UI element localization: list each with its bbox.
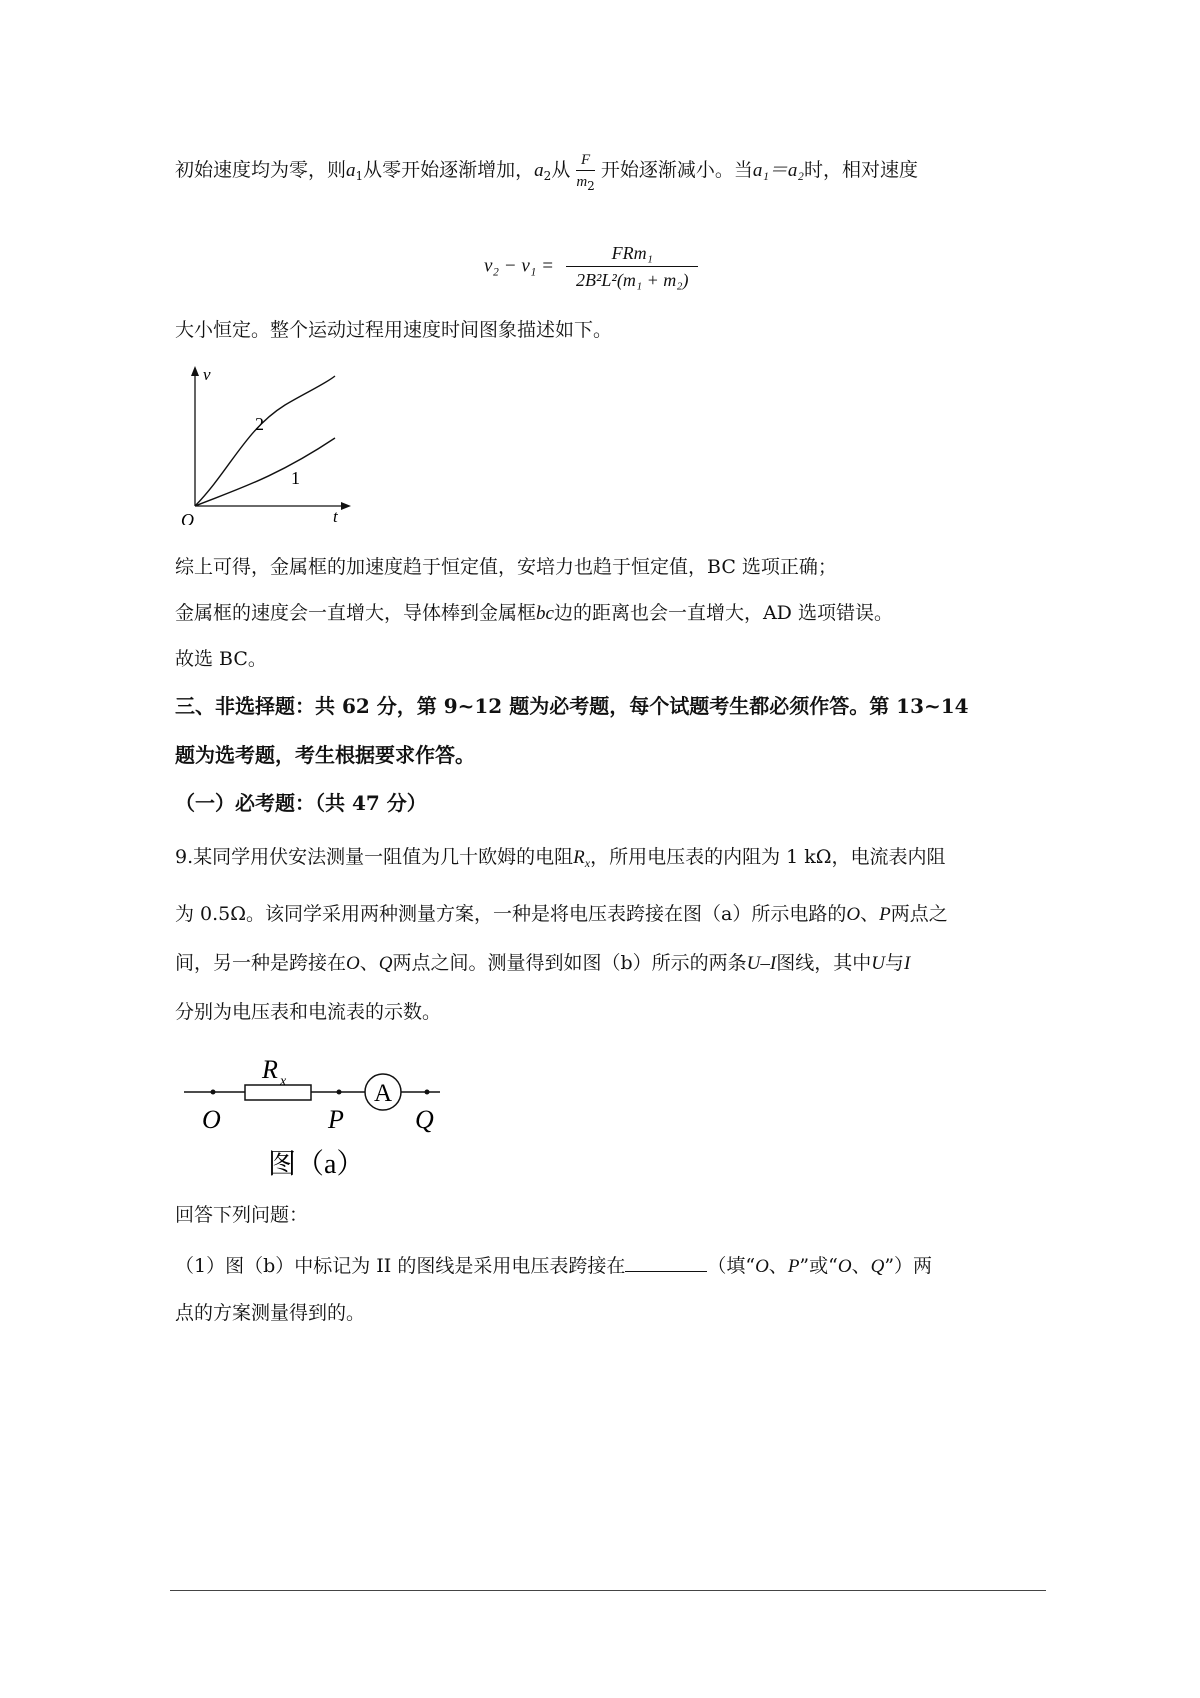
text-line-5: 故选 BC。 (175, 648, 267, 670)
section-heading-line-2: 题为选考题，考生根据要求作答。 (175, 743, 475, 767)
q9-line-1 (175, 845, 946, 870)
edge-bc: bc (536, 603, 554, 624)
v-axis-label: v (203, 365, 211, 384)
text-span: ”）两 (884, 1255, 933, 1277)
curve-1-label: 1 (291, 468, 300, 488)
symbol-R: R (573, 847, 585, 868)
point-O: O (846, 904, 861, 925)
t-axis-arrow (341, 502, 351, 510)
point-O: O (346, 953, 360, 974)
point-Q: Q (870, 1256, 885, 1277)
resistor-subscript: x (280, 1074, 287, 1089)
text-line-1 (175, 150, 918, 192)
text-span: 9.某同学用伏安法测量一阻值为几十欧姆的电阻 (175, 846, 574, 868)
equation-numerator: FRm₁ (566, 240, 698, 267)
text-span: 初始速度均为零，则 (175, 159, 347, 181)
curve-1 (195, 438, 335, 506)
subquestion-1-line-1 (175, 1253, 932, 1279)
curve-2 (195, 376, 335, 506)
ammeter-label: A (374, 1080, 393, 1107)
fraction-numerator: F (576, 150, 594, 171)
footer-divider (170, 1590, 1046, 1591)
resistor-label: R (262, 1055, 278, 1084)
circuit-label-O: O (202, 1105, 221, 1134)
text-line-2: 大小恒定。整个运动过程用速度时间图象描述如下。 (175, 319, 613, 341)
node-O (211, 1090, 216, 1095)
u-i-symbol: U–I (746, 953, 777, 974)
text-span: ，所用电压表的内阻为 1 kΩ，电流表内阻 (590, 846, 946, 868)
symbol-a2: a (534, 160, 544, 181)
text-span: 与 (884, 952, 904, 974)
text-span: （填“ (707, 1255, 756, 1277)
circuit-label-P: P (328, 1105, 344, 1134)
text-span: ”或“ (799, 1255, 838, 1277)
equation-denominator: 2B²L²(m₁ + m₂) (576, 270, 689, 290)
text-span: 两点之间。测量得到如图（b）所示的两条 (392, 952, 747, 974)
text-span: 金属框的速度会一直增大，导体棒到金属框 (175, 602, 537, 624)
subscript: 1 (355, 169, 364, 183)
equation-lhs: v₂ − v₁ = (484, 255, 554, 277)
subsection-heading: （一）必考题：（共 47 分） (175, 791, 427, 815)
text-span: 从 (551, 159, 571, 181)
fraction-F-over-m2 (576, 150, 594, 192)
resistor-rx (245, 1085, 311, 1100)
point-Q: Q (378, 953, 393, 974)
node-P (337, 1090, 342, 1095)
node-Q (425, 1090, 430, 1095)
section-heading-line-1: 三、非选择题：共 62 分，第 9~12 题为必考题，每个试题考生都必须作答。第 13~14 (175, 694, 969, 718)
separator: 、 (851, 1255, 871, 1277)
velocity-time-graph (175, 360, 355, 525)
separator: 、 (860, 903, 880, 925)
v-axis-arrow (191, 366, 199, 376)
subquestion-1-line-2: 点的方案测量得到的。 (175, 1302, 366, 1324)
separator: 、 (768, 1255, 788, 1277)
symbol-a1: a (346, 160, 356, 181)
answer-intro: 回答下列问题： (175, 1204, 309, 1226)
relative-velocity-equation (484, 240, 704, 293)
text-span: 图线，其中 (776, 952, 872, 974)
q9-line-2 (175, 902, 948, 927)
subscript: 2 (543, 169, 552, 183)
text-line-3: 综上可得，金属框的加速度趋于恒定值，安培力也趋于恒定值，BC 选项正确； (175, 556, 837, 578)
t-axis-label: t (333, 507, 338, 525)
q9-line-3 (175, 951, 910, 976)
point-P: P (879, 904, 891, 925)
text-span: 为 0.5Ω。该同学采用两种测量方案，一种是将电压表跨接在图（a）所示电路的 (175, 903, 847, 925)
answer-blank[interactable] (625, 1253, 707, 1272)
point-O: O (755, 1256, 769, 1277)
point-P: P (787, 1256, 800, 1277)
subscript: 2 (587, 179, 595, 193)
text-span: 间，另一种是跨接在 (175, 952, 347, 974)
circuit-label-Q: Q (415, 1105, 434, 1134)
symbol-U: U (871, 953, 885, 974)
text-span: 边的距离也会一直增大，AD 选项错误。 (553, 602, 893, 624)
text-span: （1）图（b）中标记为 II 的图线是采用电压表跨接在 (175, 1255, 626, 1277)
circuit-figure-a (180, 1045, 460, 1180)
text-span: 时，相对速度 (804, 159, 919, 181)
text-span: 两点之 (890, 903, 948, 925)
separator: 、 (359, 952, 379, 974)
origin-label: O (181, 510, 194, 525)
text-span: 开始逐渐减小。当 (600, 159, 753, 181)
figure-caption: 图（a） (268, 1149, 365, 1180)
curve-2-label: 2 (255, 414, 264, 434)
condition-a1-equals-a2: a₁＝a₂ (752, 160, 805, 181)
text-span: 从零开始逐渐增加， (363, 159, 535, 181)
text-line-4 (175, 601, 893, 626)
q9-line-4: 分别为电压表和电流表的示数。 (175, 1001, 442, 1023)
fraction-denominator: m (576, 174, 588, 190)
equation-fraction (566, 240, 698, 293)
symbol-I: I (904, 953, 911, 974)
point-O: O (837, 1256, 852, 1277)
subscript: x (584, 856, 591, 870)
